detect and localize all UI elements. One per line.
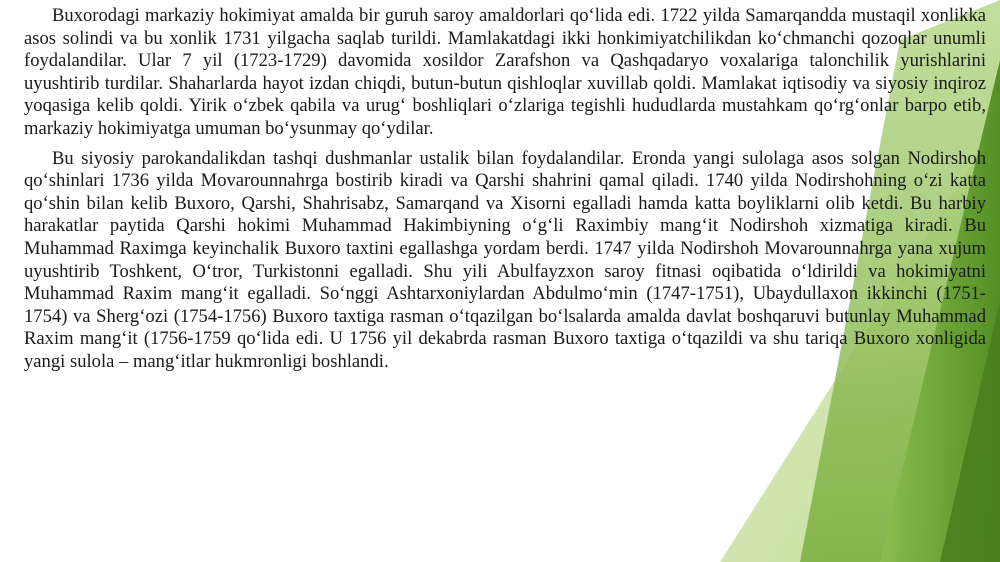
paragraph-1: Buxorodagi markaziy hokimiyat amalda bir guruh saroy amaldorlari qo‘lida edi. 1722 yilda Samarqandda mustaqil xonlikka asos solindi va bu xonlik 1731 yilgacha saqlab turildi. Mamlakatdagi ikki honkimiyatchilikdan ko‘chmanchi qozoqlar unumli foydalandilar. Ular 7 yil (1723-1729) davomida xosildor Zarafshon va Qashqadaryo voxalariga talonchilik yurishlarini uyushtirib turdilar. Shaharlarda hayot izdan chiqdi, butun-butun qishloqlar xuvillab qoldi. Mamlakat iqtisodiy va siyosiy inqiroz yoqasiga kelib qoldi. Yirik o‘zbek qabila va urug‘ boshliqlari o‘zlariga tegishli hududlarda mustahkam qo‘rg‘onlar barpo etib, markaziy hokimiyatga umuman bo‘ysunmay qo‘ydilar. — [24, 5, 986, 139]
slide-text-body — [24, 5, 986, 381]
paragraph-2: Bu siyosiy parokandalikdan tashqi dushmanlar ustalik bilan foydalandilar. Eronda yangi sulolaga asos solgan Nodirshoh qo‘shinlari 1736 yilda Movarounnahrga bostirib kiradi va Qarshi shahrini qamal qiladi. 1740 yilda Nodirshohning o‘zi katta qo‘shin bilan kelib Buxoro, Qarshi, Shahrisabz, Samarqand va Xisorni egalladi hamda katta boyliklarni olib ketdi. Bu harbiy harakatlar paytida Qarshi hokimi Muhammad Hakimbiyning o‘g‘li Raximbiy mang‘it Nodirshoh xizmatiga kiradi. Bu Muhammad Raximga keyinchalik Buxoro taxtini egallashga yordam berdi. 1747 yilda Nodirshoh Movarounnahrga yana xujum uyushtirib Toshkent, O‘tror, Turkistonni egalladi. Shu yili Abulfayzxon saroy fitnasi oqibatida o‘ldirildi va hokimiyatni Muhammad Raxim mang‘it egalladi. So‘nggi Ashtarxoniylardan Abdulmo‘min (1747-1751), Ubaydullaxon ikkinchi (1751-1754) va Sherg‘ozi (1754-1756) Buxoro taxtiga rasman o‘tqazilgan bo‘lsalarda amalda davlat boshqaruvi butunlay Muhammad Raxim mang‘it (1756-1759 qo‘lida edi. U 1756 yil dekabrda rasman Buxoro taxtiga o‘tqazildi va shu tariqa Buxoro xonligida yangi sulola – mang‘itlar hukmronligi boshlandi. — [24, 147, 986, 372]
